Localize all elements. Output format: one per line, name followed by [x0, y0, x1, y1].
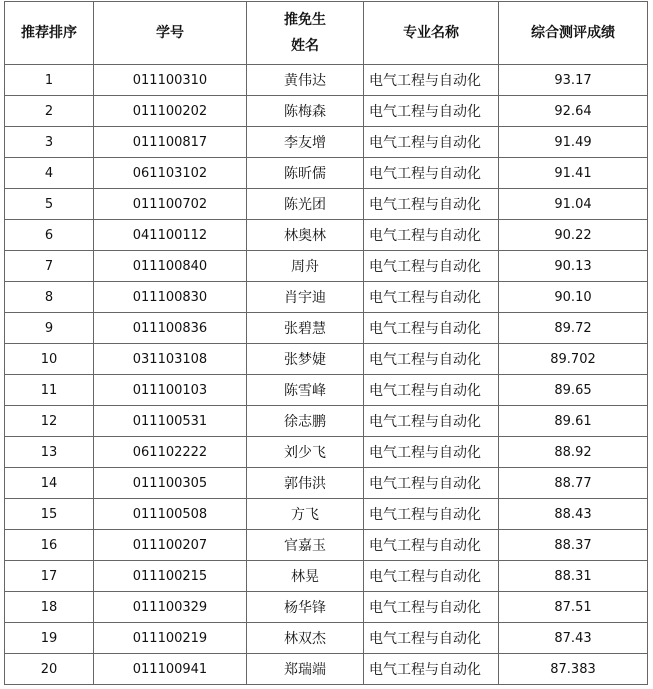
cell-major: 电气工程与自动化 — [364, 158, 499, 189]
cell-score: 88.43 — [499, 499, 648, 530]
cell-score: 89.72 — [499, 313, 648, 344]
cell-rank: 15 — [5, 499, 94, 530]
cell-score: 88.92 — [499, 437, 648, 468]
cell-student-id: 011100103 — [94, 375, 247, 406]
cell-major: 电气工程与自动化 — [364, 530, 499, 561]
cell-major: 电气工程与自动化 — [364, 654, 499, 685]
header-rank: 推荐排序 — [5, 2, 94, 65]
cell-rank: 2 — [5, 96, 94, 127]
cell-name: 刘少飞 — [247, 437, 364, 468]
cell-score: 87.51 — [499, 592, 648, 623]
cell-student-id: 011100836 — [94, 313, 247, 344]
cell-student-id: 011100840 — [94, 251, 247, 282]
cell-score: 90.22 — [499, 220, 648, 251]
cell-major: 电气工程与自动化 — [364, 220, 499, 251]
cell-rank: 16 — [5, 530, 94, 561]
cell-score: 92.64 — [499, 96, 648, 127]
cell-score: 87.43 — [499, 623, 648, 654]
cell-major: 电气工程与自动化 — [364, 127, 499, 158]
cell-name: 林双杰 — [247, 623, 364, 654]
cell-score: 91.49 — [499, 127, 648, 158]
cell-major: 电气工程与自动化 — [364, 65, 499, 96]
cell-score: 90.13 — [499, 251, 648, 282]
table-row — [5, 189, 648, 220]
header-student-id: 学号 — [94, 2, 247, 65]
header-score: 综合测评成绩 — [499, 2, 648, 65]
recommendation-table — [4, 1, 648, 685]
cell-student-id: 011100305 — [94, 468, 247, 499]
table-row — [5, 344, 648, 375]
cell-student-id: 011100329 — [94, 592, 247, 623]
table-row — [5, 623, 648, 654]
cell-name: 陈梅森 — [247, 96, 364, 127]
table-row — [5, 282, 648, 313]
cell-student-id: 011100830 — [94, 282, 247, 313]
cell-rank: 19 — [5, 623, 94, 654]
cell-student-id: 011100202 — [94, 96, 247, 127]
cell-name: 张梦婕 — [247, 344, 364, 375]
cell-name: 黄伟达 — [247, 65, 364, 96]
cell-major: 电气工程与自动化 — [364, 468, 499, 499]
cell-score: 87.383 — [499, 654, 648, 685]
table-row — [5, 530, 648, 561]
cell-major: 电气工程与自动化 — [364, 561, 499, 592]
cell-score: 88.77 — [499, 468, 648, 499]
cell-rank: 17 — [5, 561, 94, 592]
cell-name: 肖宇迪 — [247, 282, 364, 313]
cell-student-id: 011100702 — [94, 189, 247, 220]
cell-score: 88.31 — [499, 561, 648, 592]
cell-score: 93.17 — [499, 65, 648, 96]
table-row — [5, 251, 648, 282]
cell-name: 周舟 — [247, 251, 364, 282]
cell-major: 电气工程与自动化 — [364, 189, 499, 220]
cell-major: 电气工程与自动化 — [364, 344, 499, 375]
header-name-line1: 推免生 — [284, 12, 326, 28]
cell-major: 电气工程与自动化 — [364, 282, 499, 313]
cell-student-id: 011100207 — [94, 530, 247, 561]
cell-rank: 3 — [5, 127, 94, 158]
cell-student-id: 061103102 — [94, 158, 247, 189]
table-row — [5, 96, 648, 127]
header-major: 专业名称 — [364, 2, 499, 65]
cell-rank: 20 — [5, 654, 94, 685]
cell-name: 张碧慧 — [247, 313, 364, 344]
header-name — [247, 2, 364, 65]
cell-rank: 11 — [5, 375, 94, 406]
cell-major: 电气工程与自动化 — [364, 375, 499, 406]
cell-major: 电气工程与自动化 — [364, 437, 499, 468]
cell-score: 89.65 — [499, 375, 648, 406]
cell-major: 电气工程与自动化 — [364, 623, 499, 654]
cell-name: 陈雪峰 — [247, 375, 364, 406]
cell-major: 电气工程与自动化 — [364, 96, 499, 127]
cell-major: 电气工程与自动化 — [364, 499, 499, 530]
cell-name: 杨华锋 — [247, 592, 364, 623]
cell-name: 陈光团 — [247, 189, 364, 220]
table-row — [5, 375, 648, 406]
table-row — [5, 592, 648, 623]
cell-name: 官嘉玉 — [247, 530, 364, 561]
cell-rank: 8 — [5, 282, 94, 313]
cell-name: 陈昕儒 — [247, 158, 364, 189]
cell-score: 89.61 — [499, 406, 648, 437]
cell-score: 91.04 — [499, 189, 648, 220]
cell-student-id: 031103108 — [94, 344, 247, 375]
header-name-line2: 姓名 — [291, 38, 319, 54]
cell-student-id: 041100112 — [94, 220, 247, 251]
cell-name: 郭伟洪 — [247, 468, 364, 499]
cell-major: 电气工程与自动化 — [364, 406, 499, 437]
cell-name: 郑瑞端 — [247, 654, 364, 685]
table-row — [5, 406, 648, 437]
table-row — [5, 561, 648, 592]
table-row — [5, 313, 648, 344]
table-row — [5, 158, 648, 189]
cell-name: 徐志鹏 — [247, 406, 364, 437]
table-row — [5, 468, 648, 499]
cell-name: 李友增 — [247, 127, 364, 158]
table-row — [5, 220, 648, 251]
cell-rank: 14 — [5, 468, 94, 499]
cell-student-id: 061102222 — [94, 437, 247, 468]
cell-name: 林晃 — [247, 561, 364, 592]
cell-major: 电气工程与自动化 — [364, 251, 499, 282]
table-row — [5, 499, 648, 530]
cell-student-id: 011100310 — [94, 65, 247, 96]
cell-name: 方飞 — [247, 499, 364, 530]
cell-rank: 4 — [5, 158, 94, 189]
cell-rank: 1 — [5, 65, 94, 96]
cell-score: 90.10 — [499, 282, 648, 313]
cell-student-id: 011100215 — [94, 561, 247, 592]
cell-rank: 12 — [5, 406, 94, 437]
cell-major: 电气工程与自动化 — [364, 313, 499, 344]
cell-student-id: 011100531 — [94, 406, 247, 437]
cell-student-id: 011100508 — [94, 499, 247, 530]
cell-name: 林奥林 — [247, 220, 364, 251]
cell-rank: 13 — [5, 437, 94, 468]
table-row — [5, 65, 648, 96]
table-row — [5, 437, 648, 468]
cell-major: 电气工程与自动化 — [364, 592, 499, 623]
cell-student-id: 011100219 — [94, 623, 247, 654]
cell-score: 89.702 — [499, 344, 648, 375]
table-row — [5, 654, 648, 685]
cell-rank: 5 — [5, 189, 94, 220]
cell-score: 91.41 — [499, 158, 648, 189]
cell-rank: 7 — [5, 251, 94, 282]
cell-rank: 18 — [5, 592, 94, 623]
header-row — [5, 2, 648, 65]
cell-rank: 6 — [5, 220, 94, 251]
cell-rank: 10 — [5, 344, 94, 375]
cell-score: 88.37 — [499, 530, 648, 561]
cell-student-id: 011100817 — [94, 127, 247, 158]
table-row — [5, 127, 648, 158]
cell-rank: 9 — [5, 313, 94, 344]
cell-student-id: 011100941 — [94, 654, 247, 685]
